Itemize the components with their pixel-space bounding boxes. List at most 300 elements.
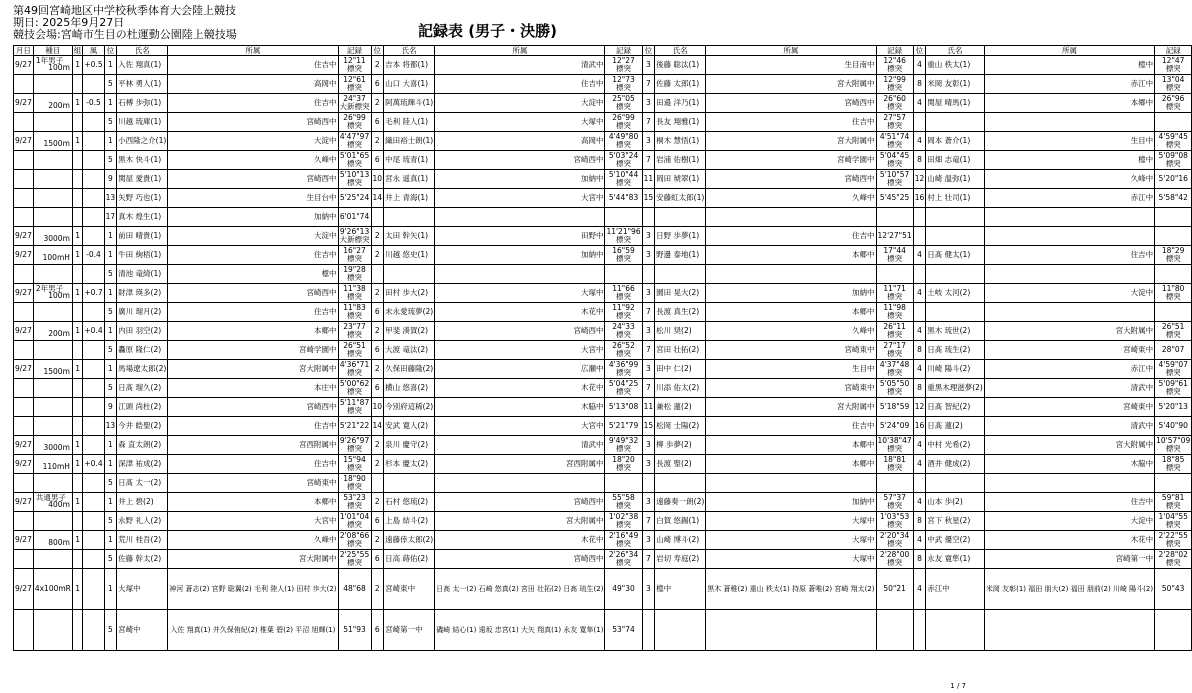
place-cell: 8 <box>913 550 926 569</box>
record-time: 5'10"44 <box>608 170 639 180</box>
date-cell: 9/27 <box>14 132 34 151</box>
school-name: 生目南中 <box>706 56 876 75</box>
school-name: 木花中 <box>984 531 1154 550</box>
school-name: 清武中 <box>984 417 1154 436</box>
record-mark: 標突 <box>1165 159 1181 168</box>
record-cell <box>605 208 642 227</box>
school-name: 高岡中 <box>435 132 605 151</box>
record-time: 48"68 <box>338 569 371 610</box>
table-row <box>14 493 1192 512</box>
record-mark: 標突 <box>347 121 363 130</box>
school-name: 大宮中 <box>435 417 605 436</box>
record-mark: 標突 <box>347 330 363 339</box>
school-name: 久峰中 <box>984 170 1154 189</box>
column-header: 所属 <box>435 46 605 56</box>
record-cell <box>876 284 913 303</box>
record-time: 4'51"74 <box>879 132 910 142</box>
place-cell: 2 <box>371 455 384 474</box>
record-time: 51"93 <box>338 610 371 651</box>
record-time: 16"27 <box>343 246 366 256</box>
record-mark: 標突 <box>1165 501 1181 510</box>
record-time: 2'16"49 <box>608 531 639 541</box>
athlete-name: 平林 勇人(1) <box>117 75 168 94</box>
date-cell <box>14 474 34 493</box>
heat-cell <box>72 113 83 132</box>
event-cell <box>33 493 72 512</box>
record-mark: 標突 <box>887 368 903 377</box>
results-table <box>13 45 1192 651</box>
athlete-name: 日髙 智紀(2) <box>926 398 985 417</box>
date-cell: 9/27 <box>14 531 34 550</box>
event-cell <box>33 208 72 227</box>
event-cell <box>33 151 72 170</box>
place-cell <box>642 610 655 651</box>
record-mark: 標突 <box>887 349 903 358</box>
place-cell: 5 <box>104 75 117 94</box>
place-cell: 1 <box>104 569 117 610</box>
place-cell: 5 <box>104 512 117 531</box>
athlete-name <box>384 474 435 493</box>
record-cell <box>1155 550 1192 569</box>
place-cell: 4 <box>913 436 926 455</box>
record-cell <box>876 474 913 493</box>
record-cell <box>338 151 371 170</box>
table-row <box>14 113 1192 132</box>
record-time: 26"51 <box>1161 322 1185 332</box>
record-cell <box>605 284 642 303</box>
place-cell <box>913 265 926 284</box>
place-cell: 2 <box>371 227 384 246</box>
school-name: 宮崎西中 <box>168 398 338 417</box>
school-name: 大宮中 <box>168 512 338 531</box>
record-time: 18"29 <box>1161 246 1185 256</box>
place-cell: 15 <box>642 417 655 436</box>
place-cell <box>371 265 384 284</box>
athlete-name: 日野 歩夢(1) <box>655 227 706 246</box>
heat-cell: 1 <box>72 56 83 75</box>
column-header: 所属 <box>168 46 338 56</box>
date-cell <box>14 398 34 417</box>
record-cell <box>876 227 913 246</box>
athlete-name: 今別府這稀(2) <box>384 398 435 417</box>
place-cell: 5 <box>104 151 117 170</box>
wind-cell <box>83 265 104 284</box>
record-time: 11"38 <box>343 284 366 294</box>
athlete-name: 大渡 竜汰(2) <box>384 341 435 360</box>
event-label: 100m <box>48 291 70 300</box>
date-cell <box>14 379 34 398</box>
record-mark: 標突 <box>887 121 903 130</box>
record-mark: 標突 <box>887 159 903 168</box>
record-time: 5'10"13 <box>339 170 370 180</box>
event-cell <box>33 550 72 569</box>
record-cell <box>1155 75 1192 94</box>
wind-cell <box>83 227 104 246</box>
record-cell <box>876 170 913 189</box>
place-cell: 3 <box>642 94 655 113</box>
record-time: 9'26"97 <box>339 436 370 446</box>
record-mark: 標突 <box>347 349 363 358</box>
place-cell <box>642 208 655 227</box>
date-cell <box>14 341 34 360</box>
record-time: 27"57 <box>883 113 906 123</box>
place-cell: 16 <box>913 417 926 436</box>
record-time: 4'47"97 <box>339 132 370 142</box>
place-cell: 1 <box>104 246 117 265</box>
wind-cell <box>83 610 104 651</box>
place-cell: 2 <box>371 132 384 151</box>
record-cell <box>1155 94 1192 113</box>
event-cell <box>33 474 72 493</box>
record-mark: 標突 <box>1165 387 1181 396</box>
wind-cell <box>83 113 104 132</box>
table-row <box>14 417 1192 436</box>
date-cell: 9/27 <box>14 455 34 474</box>
table-row <box>14 341 1192 360</box>
record-time: 11"66 <box>612 284 635 294</box>
place-cell: 3 <box>642 436 655 455</box>
relay-members <box>706 610 876 651</box>
record-time: 5'13"08 <box>608 402 639 412</box>
record-cell <box>338 56 371 75</box>
record-mark: 標突 <box>887 463 903 472</box>
record-cell <box>338 436 371 455</box>
record-cell <box>605 265 642 284</box>
record-cell <box>876 341 913 360</box>
school-name <box>984 265 1154 284</box>
record-mark: 標突 <box>1165 83 1181 92</box>
table-row <box>14 56 1192 75</box>
event-label: 3000m <box>43 234 70 243</box>
school-name <box>984 474 1154 493</box>
record-mark: 標突 <box>616 235 632 244</box>
athlete-name: 柳 歩夢(2) <box>655 436 706 455</box>
place-cell: 7 <box>642 550 655 569</box>
record-time: 2'25"55 <box>339 550 370 560</box>
heat-cell <box>72 303 83 322</box>
record-cell <box>876 398 913 417</box>
record-mark: 標突 <box>616 121 632 130</box>
record-cell <box>876 265 913 284</box>
record-mark: 標突 <box>347 83 363 92</box>
relay-row <box>14 610 1192 651</box>
school-name: 宮大附属中 <box>706 398 876 417</box>
record-time: 11"92 <box>612 303 635 313</box>
record-cell <box>1155 360 1192 379</box>
school-name: 住吉中 <box>984 493 1154 512</box>
record-mark: 標突 <box>347 463 363 472</box>
place-cell: 4 <box>913 360 926 379</box>
record-mark: 標突 <box>1165 102 1181 111</box>
event-cell <box>33 417 72 436</box>
school-name: 住吉中 <box>168 94 338 113</box>
record-time: 5'04"45 <box>879 151 910 161</box>
athlete-name: 川添 佑太(2) <box>655 379 706 398</box>
event-cell <box>33 265 72 284</box>
date-cell <box>14 417 34 436</box>
record-cell <box>338 208 371 227</box>
record-time: 5'21"79 <box>608 421 639 431</box>
place-cell: 1 <box>104 94 117 113</box>
record-cell <box>605 398 642 417</box>
school-name: 久峰中 <box>706 322 876 341</box>
place-cell <box>913 113 926 132</box>
column-header: 種目 <box>33 46 72 56</box>
record-time: 18"20 <box>612 455 635 465</box>
athlete-name: 織田裕士朗(1) <box>384 132 435 151</box>
table-row <box>14 94 1192 113</box>
school-name <box>435 208 605 227</box>
wind-cell <box>83 75 104 94</box>
team-name: 大塚中 <box>117 569 168 610</box>
team-name <box>926 610 985 651</box>
record-cell <box>1155 474 1192 493</box>
school-name: 檍中 <box>984 56 1154 75</box>
record-cell <box>1155 132 1192 151</box>
athlete-name: 安藤虹太郎(1) <box>655 189 706 208</box>
place-cell: 10 <box>371 398 384 417</box>
athlete-name: 太田 幹矢(1) <box>384 227 435 246</box>
record-time: 5'18"59 <box>879 402 910 412</box>
record-cell <box>605 322 642 341</box>
record-cell <box>605 341 642 360</box>
record-time: 27"17 <box>883 341 906 351</box>
place-cell: 2 <box>371 94 384 113</box>
record-mark: 標突 <box>1165 330 1181 339</box>
heat-cell: 1 <box>72 569 83 610</box>
record-time: 12'27"51 <box>877 231 912 241</box>
school-name <box>984 113 1154 132</box>
record-cell <box>1155 322 1192 341</box>
record-cell <box>1155 284 1192 303</box>
date-cell: 9/27 <box>14 246 34 265</box>
record-cell <box>1155 56 1192 75</box>
heat-cell: 1 <box>72 493 83 512</box>
place-cell: 3 <box>642 531 655 550</box>
place-cell: 5 <box>104 610 117 651</box>
place-cell: 3 <box>642 322 655 341</box>
school-name: 大塚中 <box>706 531 876 550</box>
table-header-row <box>14 46 1192 56</box>
athlete-name: 宮永 遥真(1) <box>384 170 435 189</box>
date-cell: 9/27 <box>14 284 34 303</box>
relay-members: 米岡 友彰(1) 福田 朋大(2) 福田 朋前(2) 川崎 陽斗(2) <box>984 569 1154 610</box>
event-cell <box>33 379 72 398</box>
record-mark: 標突 <box>887 539 903 548</box>
athlete-name: 酒井 健成(2) <box>926 455 985 474</box>
wind-cell: +0.5 <box>83 56 104 75</box>
record-mark: 標突 <box>1165 140 1181 149</box>
athlete-name: 轟原 隆仁(2) <box>117 341 168 360</box>
heat-cell: 1 <box>72 132 83 151</box>
school-name: 木脇中 <box>984 455 1154 474</box>
place-cell: 8 <box>913 75 926 94</box>
record-mark: 標突 <box>1165 539 1181 548</box>
place-cell <box>371 474 384 493</box>
school-name <box>435 265 605 284</box>
school-name: 宮崎西中 <box>168 284 338 303</box>
place-cell: 1 <box>104 56 117 75</box>
record-cell <box>605 474 642 493</box>
place-cell: 3 <box>642 246 655 265</box>
school-name: 宮西附属中 <box>168 436 338 455</box>
wind-cell <box>83 170 104 189</box>
school-name: 宮崎東中 <box>984 341 1154 360</box>
team-name: 宮崎中 <box>117 610 168 651</box>
record-mark: 標突 <box>887 311 903 320</box>
record-cell <box>876 512 913 531</box>
record-mark: 標突 <box>616 444 632 453</box>
column-header: 氏名 <box>926 46 985 56</box>
record-mark: 標突 <box>347 368 363 377</box>
place-cell: 2 <box>371 360 384 379</box>
place-cell: 3 <box>642 360 655 379</box>
athlete-name: 山口 大喜(1) <box>384 75 435 94</box>
athlete-name <box>926 303 985 322</box>
athlete-name: 石村 悠琉(2) <box>384 493 435 512</box>
date-cell: 9/27 <box>14 56 34 75</box>
place-cell: 6 <box>371 303 384 322</box>
record-time: 53"74 <box>605 610 642 651</box>
heat-cell: 1 <box>72 322 83 341</box>
record-cell <box>605 189 642 208</box>
wind-cell <box>83 474 104 493</box>
athlete-name: 関屋 晴馬(1) <box>926 94 985 113</box>
record-time: 25"05 <box>612 94 635 104</box>
table-row <box>14 170 1192 189</box>
place-cell: 4 <box>913 94 926 113</box>
place-cell: 7 <box>642 75 655 94</box>
record-cell <box>876 322 913 341</box>
record-mark: 標突 <box>1165 558 1181 567</box>
table-row <box>14 322 1192 341</box>
table-row <box>14 151 1192 170</box>
record-time: 5'58"42 <box>1158 193 1188 203</box>
record-time: 11"71 <box>883 284 906 294</box>
athlete-name: 阿萬琉輝斗(1) <box>384 94 435 113</box>
athlete-name: 川越 悠史(1) <box>384 246 435 265</box>
record-time: 26"99 <box>343 113 366 123</box>
record-time: 4'36"71 <box>339 360 370 370</box>
record-cell <box>1155 512 1192 531</box>
school-name: 住吉中 <box>706 227 876 246</box>
place-cell: 12 <box>913 170 926 189</box>
event-cell <box>33 246 72 265</box>
place-cell <box>913 610 926 651</box>
school-name: 加納中 <box>435 170 605 189</box>
record-mark: 標突 <box>347 292 363 301</box>
school-name: 宮崎西中 <box>435 322 605 341</box>
record-mark: 標突 <box>887 520 903 529</box>
school-name: 檍中 <box>984 151 1154 170</box>
heat-cell: 1 <box>72 94 83 113</box>
event-cell <box>33 170 72 189</box>
column-header: 位 <box>104 46 117 56</box>
athlete-name: 吉本 将都(1) <box>384 56 435 75</box>
meet-date: 期日: 2025年9月27日 <box>13 16 125 29</box>
record-mark: 標突 <box>616 501 632 510</box>
record-time: 53"23 <box>343 493 366 503</box>
record-time: 1'03"53 <box>879 512 910 522</box>
record-cell <box>338 303 371 322</box>
record-cell <box>876 75 913 94</box>
record-cell <box>876 436 913 455</box>
record-cell <box>876 151 913 170</box>
school-name: 久峰中 <box>168 151 338 170</box>
place-cell: 14 <box>371 417 384 436</box>
record-time: 4'59"45 <box>1158 132 1188 142</box>
place-cell: 9 <box>104 398 117 417</box>
column-header: 記録 <box>876 46 913 56</box>
record-mark: 標突 <box>887 444 903 453</box>
school-name: 木花中 <box>435 531 605 550</box>
school-name: 加納中 <box>168 208 338 227</box>
relay-members: 日髙 太一(2) 石崎 悠真(2) 宮田 壮拓(2) 日髙 琉生(2) <box>435 569 605 610</box>
record-mark: 標突 <box>347 140 363 149</box>
record-cell <box>876 360 913 379</box>
event-cell <box>33 227 72 246</box>
column-header: 組 <box>73 45 82 55</box>
page-title: 記録表 (男子・決勝) <box>418 22 557 40</box>
school-name <box>984 303 1154 322</box>
heat-cell <box>72 265 83 284</box>
place-cell: 14 <box>371 189 384 208</box>
column-header: 月日 <box>14 46 34 56</box>
record-time: 4'49"80 <box>608 132 639 142</box>
table-row <box>14 398 1192 417</box>
school-name: 宮崎西中 <box>168 170 338 189</box>
place-cell: 5 <box>104 265 117 284</box>
record-mark: 標突 <box>887 330 903 339</box>
place-cell: 4 <box>913 56 926 75</box>
school-name: 住吉中 <box>168 455 338 474</box>
record-cell <box>605 151 642 170</box>
record-cell <box>338 474 371 493</box>
athlete-name: 桐木 慧悟(1) <box>655 132 706 151</box>
record-time: 4'36"99 <box>608 360 639 370</box>
record-cell <box>1155 398 1192 417</box>
place-cell: 8 <box>913 512 926 531</box>
place-cell: 13 <box>104 189 117 208</box>
athlete-name: 日高 蒔佑(2) <box>384 550 435 569</box>
athlete-name: 小西隆之介(1) <box>117 132 168 151</box>
place-cell: 4 <box>913 246 926 265</box>
place-cell: 7 <box>642 512 655 531</box>
record-cell <box>1155 227 1192 246</box>
record-time: 26"11 <box>883 322 906 332</box>
record-mark: 標突 <box>347 520 363 529</box>
wind-cell: +0.4 <box>83 455 104 474</box>
place-cell: 16 <box>913 189 926 208</box>
record-cell <box>605 493 642 512</box>
athlete-name: 安武 寛人(2) <box>384 417 435 436</box>
school-name: 住吉中 <box>168 56 338 75</box>
heat-cell <box>72 474 83 493</box>
place-cell: 4 <box>913 322 926 341</box>
athlete-name: 川越 琉庫(1) <box>117 113 168 132</box>
athlete-name: 佐藤 太郎(1) <box>655 75 706 94</box>
record-mark: 標突 <box>1165 292 1181 301</box>
record-cell <box>876 455 913 474</box>
record-time: 5'09"08 <box>1158 151 1188 161</box>
date-cell <box>14 550 34 569</box>
place-cell: 1 <box>104 322 117 341</box>
meet-name: 第49回宮崎地区中学校秋季体育大会陸上競技 <box>13 4 236 17</box>
place-cell: 6 <box>371 512 384 531</box>
athlete-name <box>926 113 985 132</box>
place-cell: 2 <box>371 322 384 341</box>
athlete-name: 牛田 絢梧(1) <box>117 246 168 265</box>
